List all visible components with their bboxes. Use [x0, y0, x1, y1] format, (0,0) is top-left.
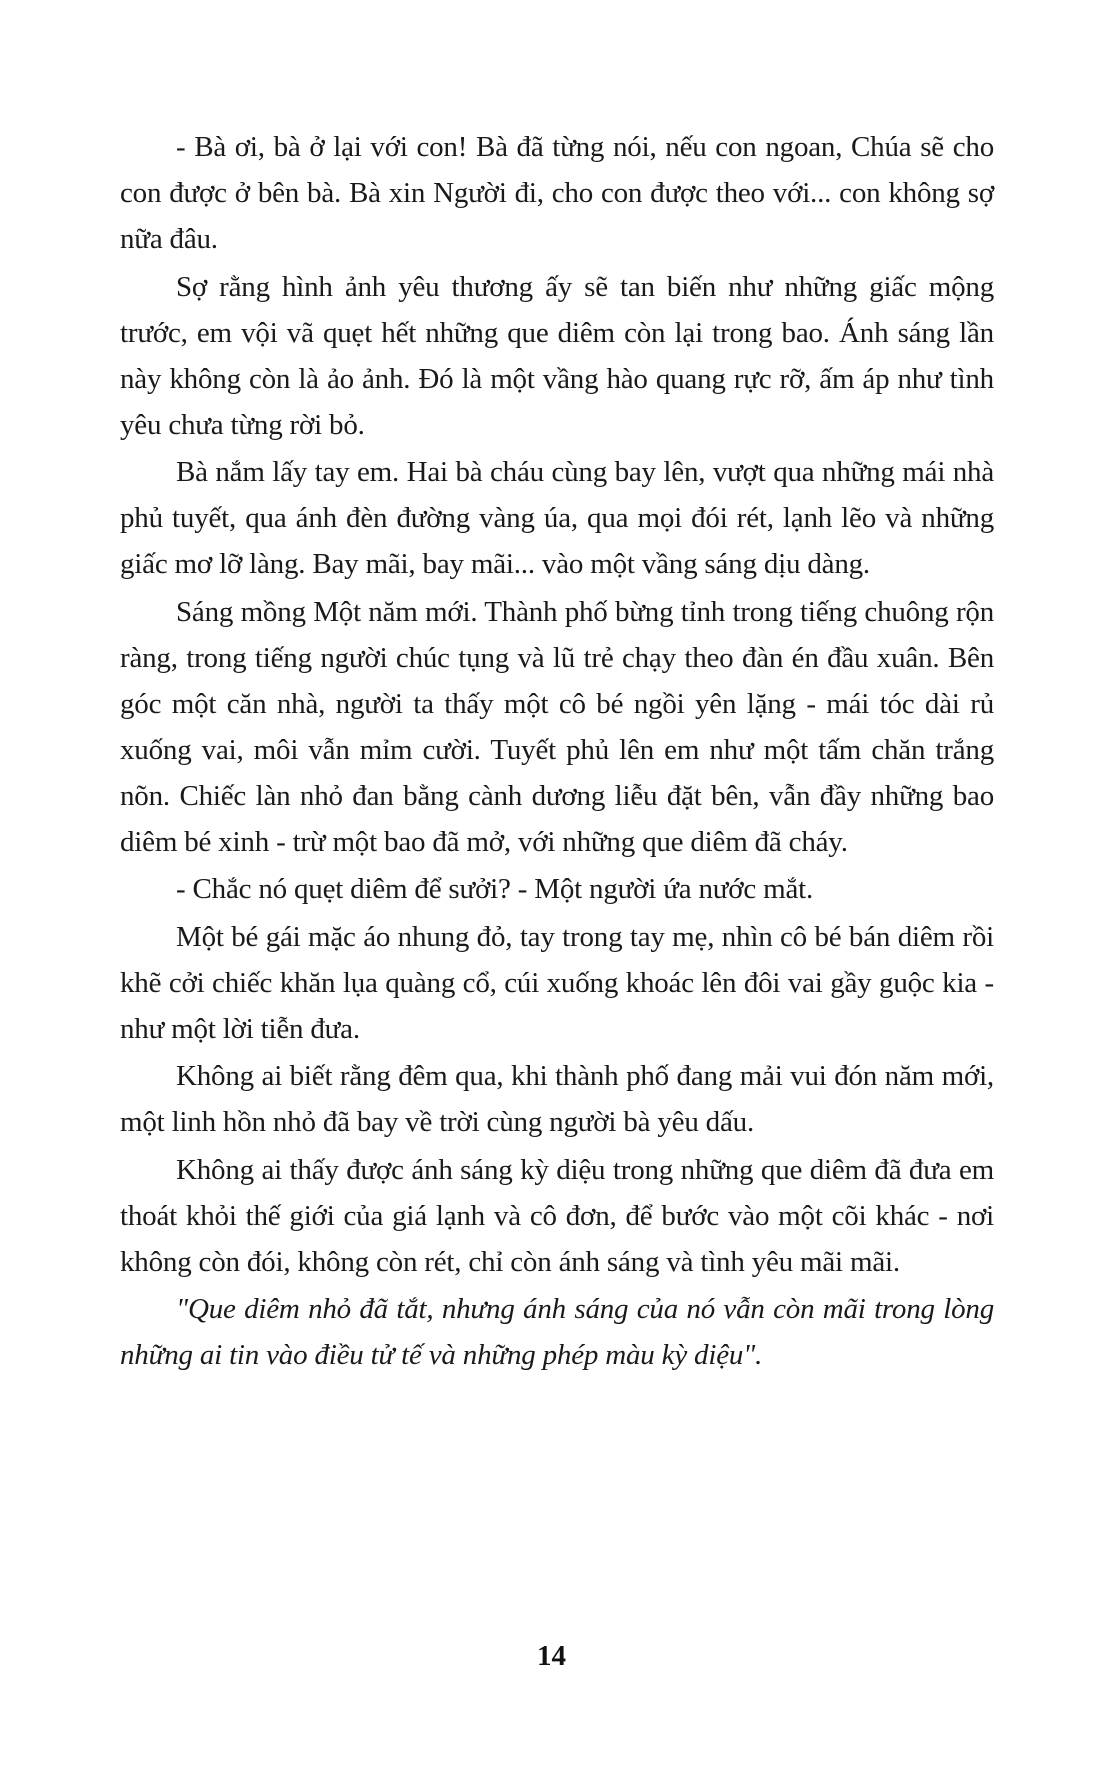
paragraph-girl-scarf: Một bé gái mặc áo nhung đỏ, tay trong tay mẹ, nhìn cô bé bán diêm rồi khẽ cởi chiếc khăn lụa quàng cổ, cúi xuống khoác lên đôi vai gầy guộc kia - như một lời tiễn đưa. — [120, 920, 994, 1045]
paragraph-nobody-knew: Không ai biết rằng đêm qua, khi thành phố đang mải vui đón năm mới, một linh hồn nhỏ đã bay về trời cùng người bà yêu dấu. — [120, 1060, 994, 1138]
paragraph-strike-matches: Sợ rằng hình ảnh yêu thương ấy sẽ tan biến như những giấc mộng trước, em vội vã quẹt hết những que diêm còn lại trong bao. Ánh sáng lần này không còn là ảo ảnh. Đó là một vầng hào quang rực rỡ, ấm áp như tình yêu chưa từng rời bỏ. — [120, 270, 994, 441]
paragraph-bystander-remark: - Chắc nó quẹt diêm để sưởi? - Một người ứa nước mắt. — [176, 873, 814, 905]
paragraph-new-year-morning: Sáng mồng Một năm mới. Thành phố bừng tỉnh trong tiếng chuông rộn ràng, trong tiếng người chúc tụng và lũ trẻ chạy theo đàn én đầu xuân. Bên góc một căn nhà, người ta thấy một cô bé ngồi yên lặng - mái tóc dài rủ xuống vai, môi vẫn mỉm cười. Tuyết phủ lên em như một tấm chăn trắng nõn. Chiếc làn nhỏ đan bằng cành dương liễu đặt bên, vẫn đầy những bao diêm bé xinh - trừ một bao đã mở, với những que diêm đã cháy. — [120, 595, 994, 858]
paragraph-nobody-saw: Không ai thấy được ánh sáng kỳ diệu trong những que diêm đã đưa em thoát khỏi thế giới của giá lạnh và cô đơn, để bước vào một cõi khác - nơi không còn đói, không còn rét, chỉ còn ánh sáng và tình yêu mãi mãi. — [120, 1153, 994, 1278]
paragraph-fly-away: Bà nắm lấy tay em. Hai bà cháu cùng bay lên, vượt qua những mái nhà phủ tuyết, qua ánh đèn đường vàng úa, qua mọi đói rét, lạnh lẽo và những giấc mơ lỡ làng. Bay mãi, bay mãi... vào một vầng sáng dịu dàng. — [120, 456, 994, 580]
page-number: 14 — [537, 1640, 566, 1672]
closing-quote: "Que diêm nhỏ đã tắt, nhưng ánh sáng của nó vẫn còn mãi trong lòng những ai tin vào điều tử tế và những phép màu kỳ diệu". — [120, 1293, 994, 1371]
page-body — [120, 124, 994, 1380]
paragraph-grandma-plea: - Bà ơi, bà ở lại với con! Bà đã từng nói, nếu con ngoan, Chúa sẽ cho con được ở bên bà. Bà xin Người đi, cho con được theo với... con không sợ nữa đâu. — [120, 131, 994, 255]
